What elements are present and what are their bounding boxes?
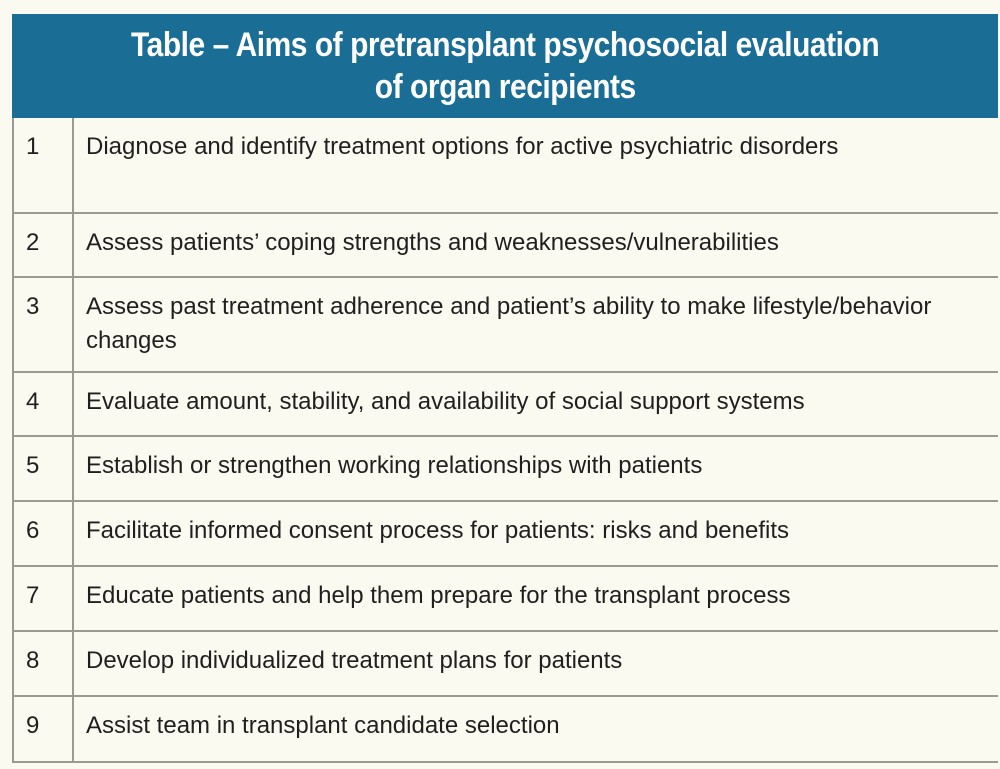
table-row	[14, 277, 998, 372]
row-number: 8	[14, 631, 73, 696]
table-title	[12, 14, 998, 118]
table-row	[14, 696, 998, 761]
table-row	[14, 372, 998, 436]
row-text: Assess patients’ coping strengths and weaknesses/vulnerabilities	[73, 213, 998, 277]
row-number: 6	[14, 501, 73, 566]
row-number: 4	[14, 372, 73, 436]
table-row	[14, 213, 998, 277]
table-row	[14, 118, 998, 213]
table-row	[14, 631, 998, 696]
row-number: 3	[14, 277, 73, 372]
row-text: Facilitate informed consent process for patients: risks and benefits	[73, 501, 998, 566]
row-number: 7	[14, 566, 73, 631]
table-row	[14, 436, 998, 501]
row-text: Establish or strengthen working relationships with patients	[73, 436, 998, 501]
row-number: 5	[14, 436, 73, 501]
row-text: Develop individualized treatment plans for patients	[73, 631, 998, 696]
row-text: Evaluate amount, stability, and availability of social support systems	[73, 372, 998, 436]
table-title-line-2: of organ recipients	[374, 68, 636, 106]
table-title-line-1: Table – Aims of pretransplant psychosocial evaluation	[130, 26, 880, 64]
row-number: 9	[14, 696, 73, 761]
table-row	[14, 501, 998, 566]
row-number: 1	[14, 118, 73, 213]
row-text: Educate patients and help them prepare for the transplant process	[73, 566, 998, 631]
aims-table	[12, 118, 998, 763]
table-row	[14, 566, 998, 631]
row-text: Assist team in transplant candidate selection	[86, 712, 560, 739]
row-number: 2	[14, 213, 73, 277]
row-text: Assess past treatment adherence and patient’s ability to make lifestyle/behavior changes	[73, 277, 998, 372]
row-text: Diagnose and identify treatment options for active psychiatric disorders	[73, 118, 998, 213]
